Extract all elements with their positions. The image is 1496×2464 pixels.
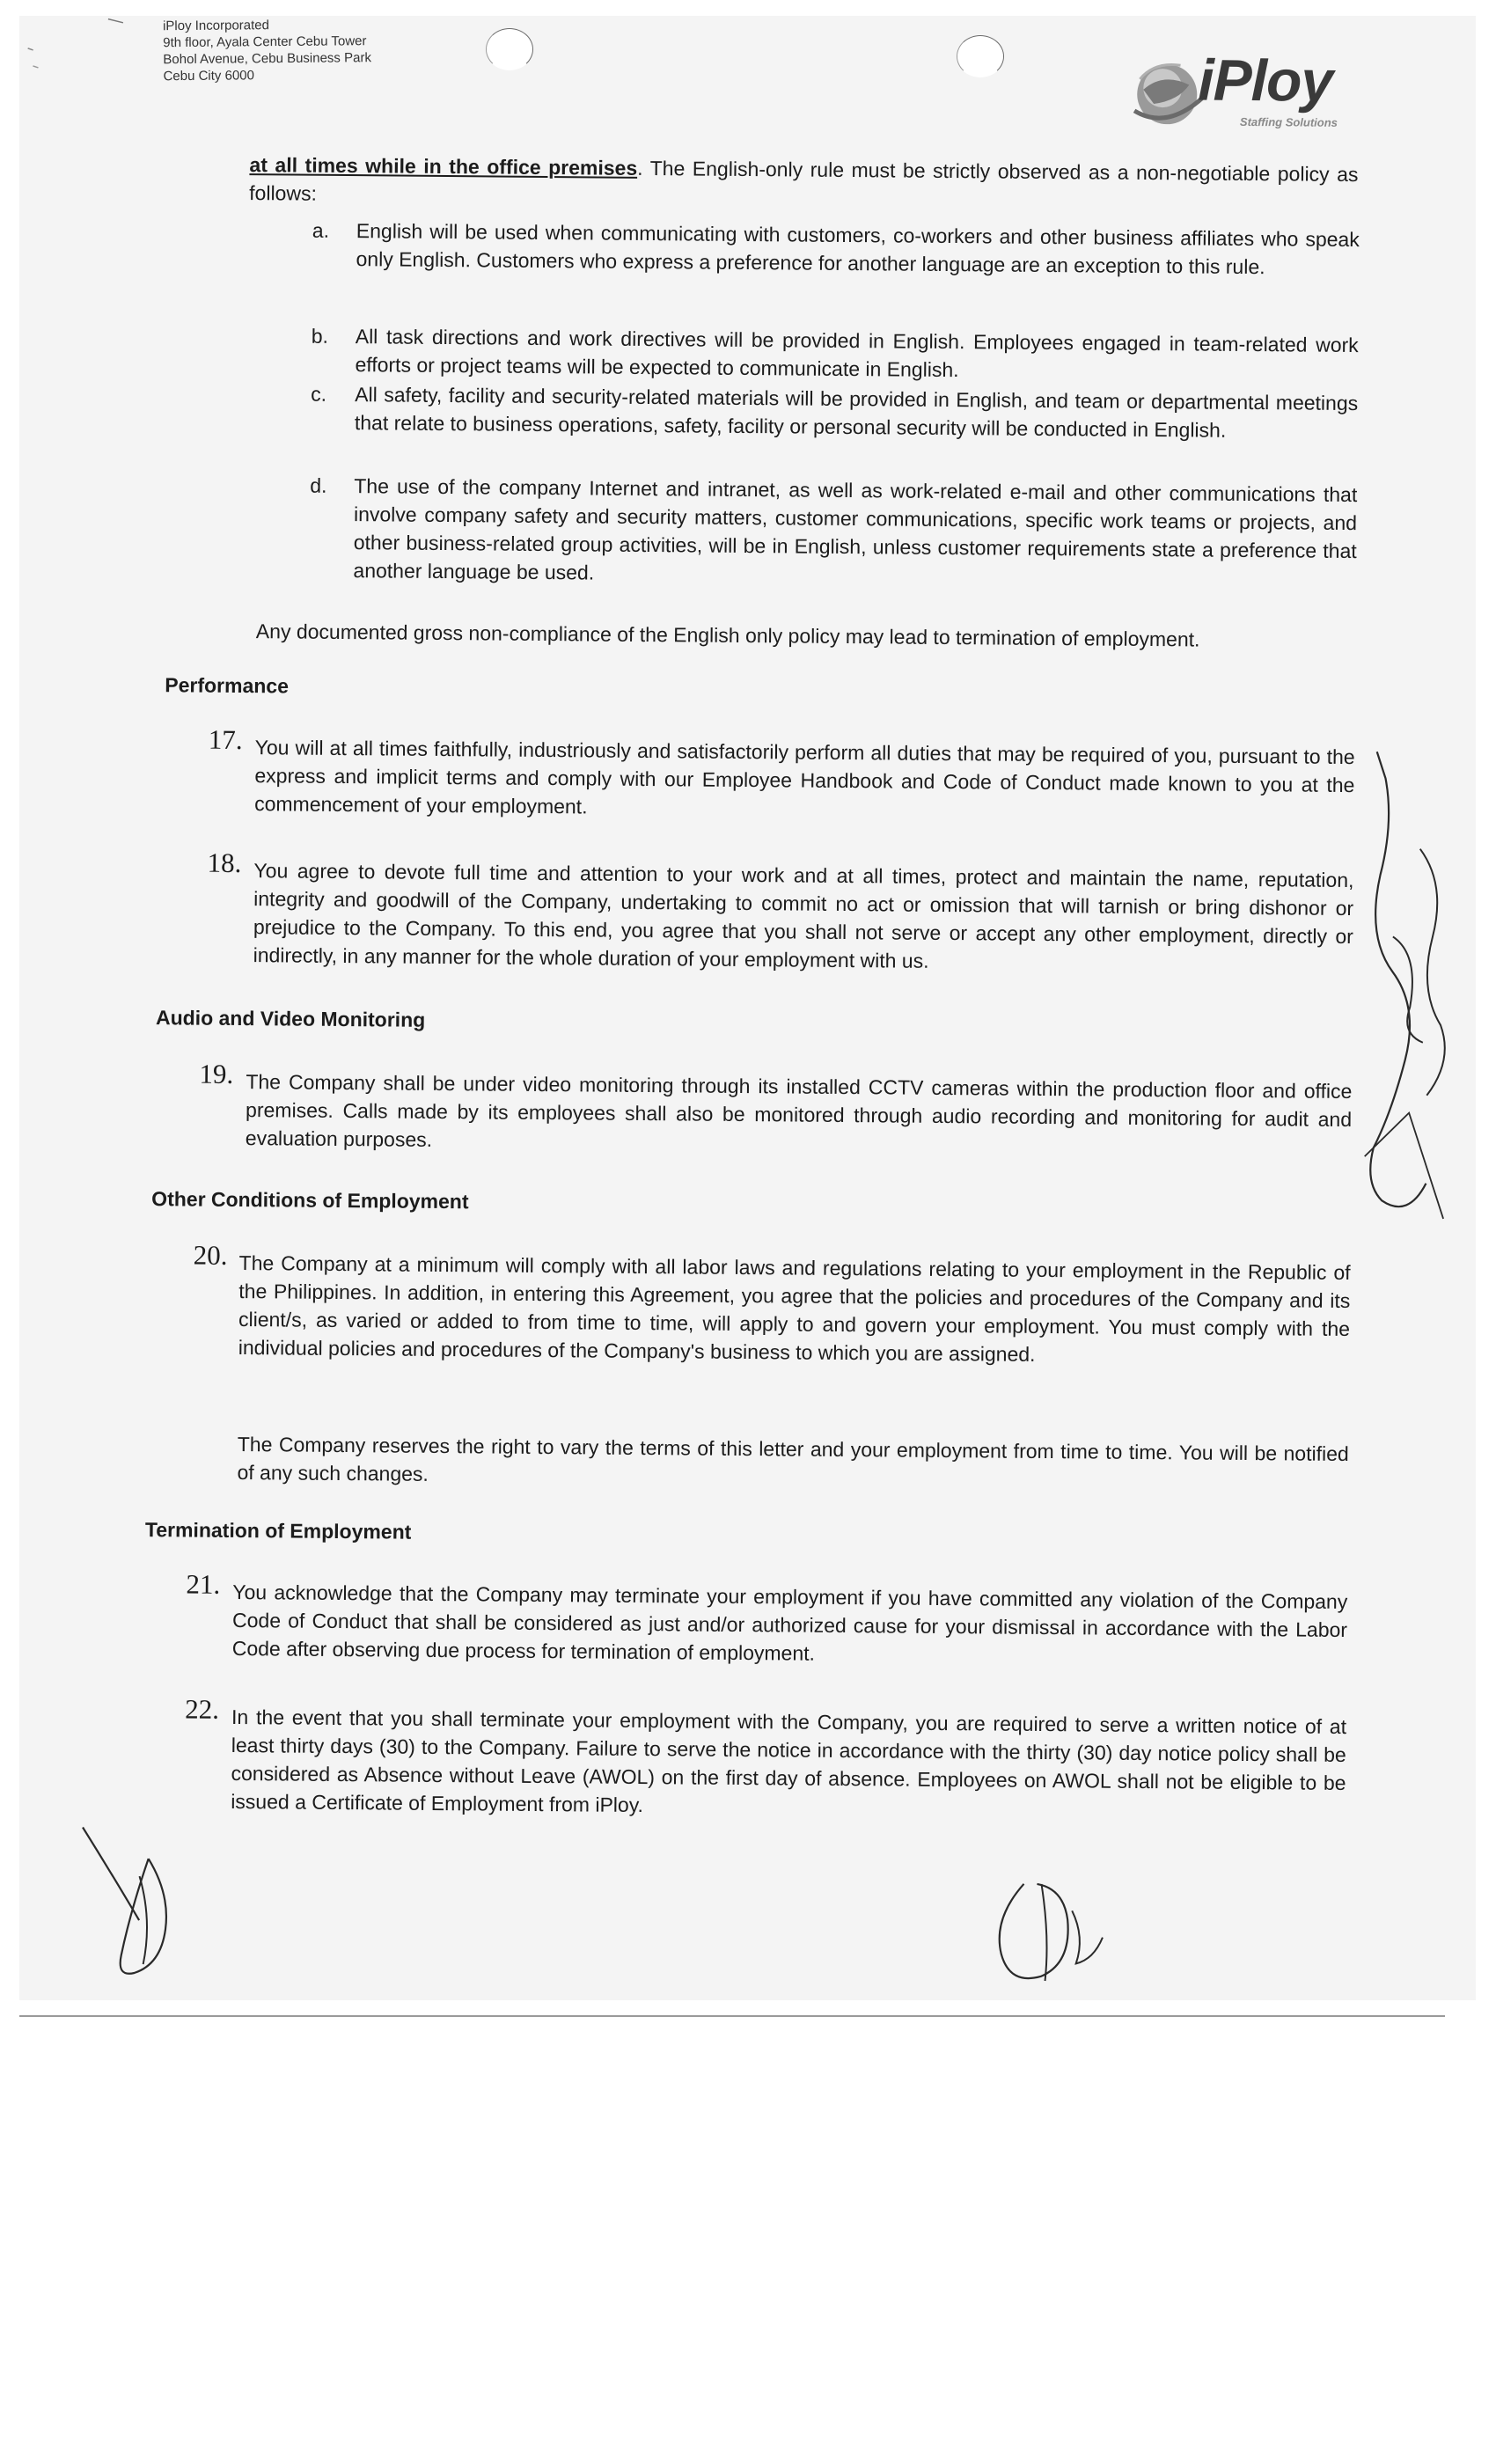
reserves-right-note: The Company reserves the right to vary the terms of this letter and your employment from time to time. You will be notified of any such changes. <box>237 1433 1349 1485</box>
address-line-city: Cebu City 6000 <box>163 68 255 84</box>
clause-19-text: The Company shall be under video monitoring through its installed CCTV cameras within the production floor and office premises. Calls made by its employees shall also be monitored through audio recording and monitoring for audit and evaluation purposes. <box>245 1070 1353 1151</box>
list-item-text: English will be used when communicating with customers, co-workers and other business affiliates who speak only English. Customers who express a preference for another language are an exception to this rule. <box>356 219 1360 279</box>
iploy-logo <box>1127 47 1383 150</box>
list-marker: a. <box>312 218 330 242</box>
list-item-text: All task directions and work directives will be provided in English. Employees engaged in team-related work efforts or project teams will be expected to communicate in English. <box>355 325 1359 382</box>
list-item-text: All safety, facility and security-related materials will be provided in English, and team or departmental meetings that relate to business operations, safety, facility or personal security will be conducted in English. <box>354 383 1359 442</box>
page-content-rotated <box>19 16 1476 2000</box>
intro-rest: . The English-only rule must be strictly observed as a non-negotiable policy as follows: <box>249 156 1359 205</box>
section-heading-monitoring: Audio and Video Monitoring <box>155 1006 426 1031</box>
scan-corner-marks <box>24 16 130 86</box>
address-line-street: Bohol Avenue, Cebu Business Park <box>163 50 371 68</box>
clause-number-20: 20. <box>193 1239 228 1271</box>
globe-icon <box>1127 55 1207 135</box>
list-item-text: The use of the company Internet and intranet, as well as work-related e-mail and other communications that involve company safety and security matters, customer communications, specific work teams or projects, and other business-related group activities, will be in English, unless customer requirements state a preference that another language be used. <box>353 474 1358 584</box>
scanned-page <box>19 16 1476 2000</box>
clause-22-text: In the event that you shall terminate your employment with the Company, you are required to serve a written notice of at least thirty days (30) to the Company. Failure to serve the notice in accordance with the thirty (30) day notice policy shall be considered as Absence without Leave (AWOL) on the first day of absence. Employees on AWOL shall not be eligible to be issued a Certificate of Employment from iPloy. <box>231 1705 1347 1817</box>
punch-hole <box>486 28 533 70</box>
company-address-block <box>163 16 371 84</box>
clause-number-17: 17. <box>208 723 243 756</box>
clause-17-text: You will at all times faithfully, industriously and satisfactorily perform all duties that may be required of you, pursuant to the express and implicit terms and comply with our Employee Handbook and Code of Conduct made known to you at the commencement of your employment. <box>254 736 1355 818</box>
punch-hole <box>957 35 1004 77</box>
logo-tagline: Staffing Solutions <box>1239 114 1338 129</box>
list-marker: d. <box>310 473 327 497</box>
page-bottom-edge <box>19 2015 1445 2017</box>
section-heading-termination: Termination of Employment <box>144 1518 412 1544</box>
clause-20-text: The Company at a minimum will comply with all labor laws and regulations relating to your employment in the Republic of the Philippines. In addition, in entering this Agreement, you agree that the policies and procedures of the Company and its client/s, as varied or added to from time to time, will apply to and govern your employment. You must comply with the individual policies and procedures of the Company's business to which you are assigned. <box>238 1251 1351 1366</box>
clause-number-22: 22. <box>185 1693 220 1725</box>
initials-left <box>77 1822 193 1982</box>
noncompliance-note: Any documented gross non-compliance of the English only policy may lead to termination of employment. <box>255 620 1200 651</box>
list-marker: b. <box>311 324 329 348</box>
section-heading-other-conditions: Other Conditions of Employment <box>151 1187 469 1214</box>
initials-right <box>987 1866 1129 1990</box>
intro-emphasis: at all times while in the office premises <box>249 153 638 180</box>
section-heading-performance: Performance <box>165 673 290 698</box>
logo-wordmark: iPloy <box>1198 47 1333 114</box>
address-line-company: iPloy Incorporated <box>162 18 270 34</box>
clause-21-text: You acknowledge that the Company may terminate your employment if you have committed any violation of the Company Code of Conduct that shall be considered as just and/or authorized cause for your dismissal in accordance with the Labor Code after observing due process for termination of employment. <box>231 1580 1348 1665</box>
clause-18-text: You agree to devote full time and attention to your work and at all times, protect and maintain the name, reputation, integrity and goodwill of the Company, undertaking to commit no act or omission that will tarnish or bring dishonor or prejudice to the Company. To this end, you agree that you shall not serve or accept any other employment, directly or indirectly, in any manner for the whole duration of your employment with us. <box>253 859 1354 972</box>
address-line-floor: 9th floor, Ayala Center Cebu Tower <box>163 33 367 51</box>
list-marker: c. <box>311 382 327 406</box>
clause-number-19: 19. <box>199 1058 234 1089</box>
english-only-intro <box>249 150 1359 216</box>
clause-number-21: 21. <box>186 1568 221 1600</box>
margin-signature <box>1355 743 1465 1236</box>
clause-number-18: 18. <box>207 847 242 879</box>
